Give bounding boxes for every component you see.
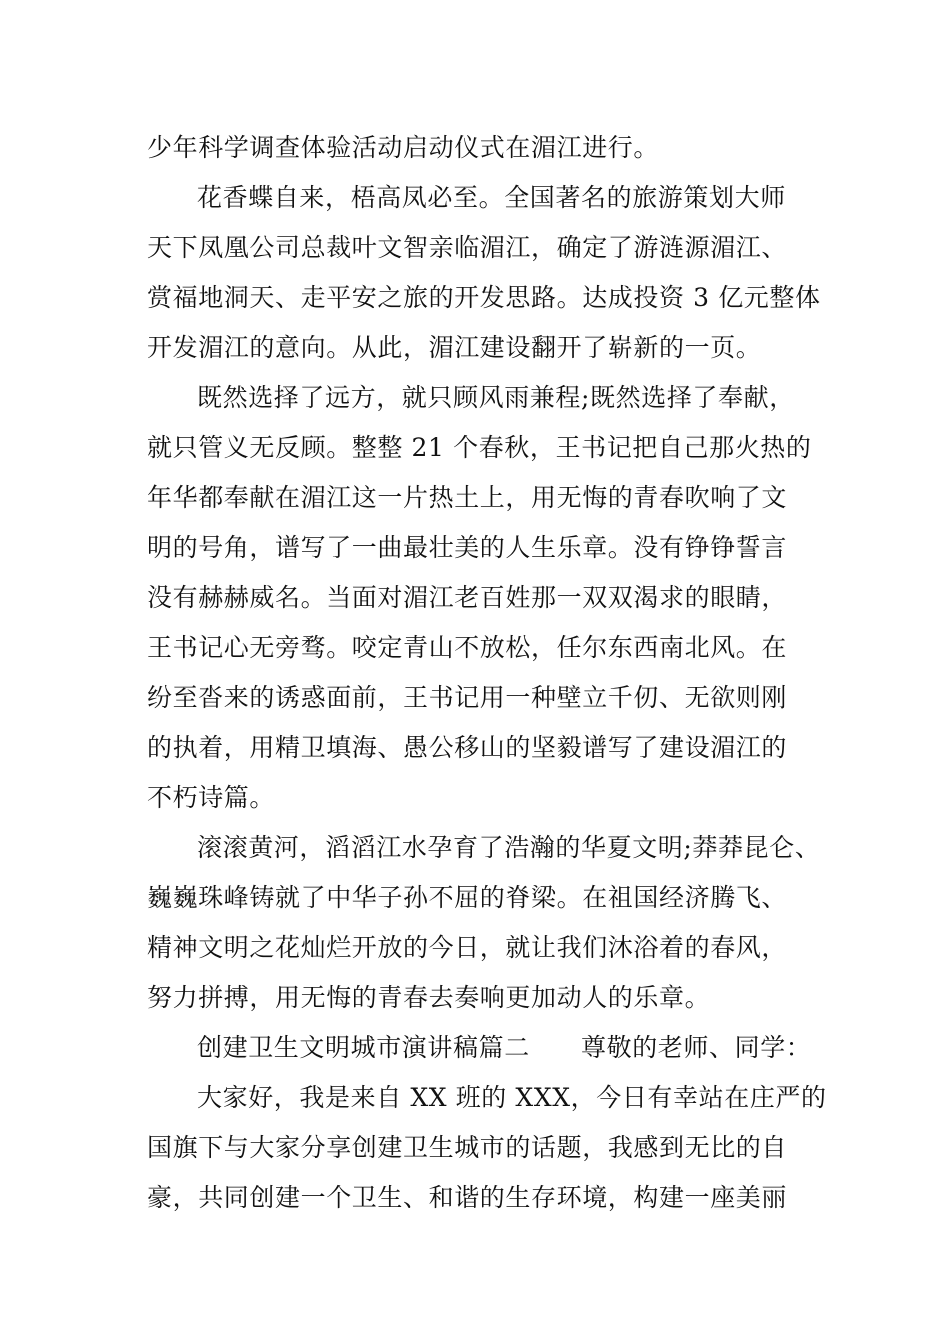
paragraph-start-line: 既然选择了远方，就只顾风雨兼程;既然选择了奉献，	[197, 383, 795, 412]
text-line: 赏福地洞天、走平安之旅的开发思路。达成投资 3 亿元整体	[147, 283, 821, 312]
text-line: 就只管义无反顾。整整 21 个春秋，王书记把自己那火热的	[147, 433, 812, 462]
paragraph-start-line: 花香蝶自来，梧高凤必至。全国著名的旅游策划大师	[197, 183, 786, 212]
text-line: 努力拼搏，用无悔的青春去奏响更加动人的乐章。	[147, 983, 711, 1012]
text-line: 纷至沓来的诱惑面前，王书记用一种壁立千仞、无欲则刚	[147, 683, 788, 712]
section-heading-line: 创建卫生文明城市演讲稿篇二 尊敬的老师、同学：	[197, 1033, 812, 1062]
text-line: 豪，共同创建一个卫生、和谐的生存环境，构建一座美丽	[147, 1183, 788, 1212]
text-line: 国旗下与大家分享创建卫生城市的话题，我感到无比的自	[147, 1133, 788, 1162]
text-line: 没有赫赫威名。当面对湄江老百姓那一双双渴求的眼睛，	[147, 583, 788, 612]
text-line: 精神文明之花灿烂开放的今日，就让我们沐浴着的春风，	[147, 933, 788, 962]
text-line: 年华都奉献在湄江这一片热土上，用无悔的青春吹响了文	[147, 483, 788, 512]
text-line: 不朽诗篇。	[147, 783, 276, 812]
text-line: 开发湄江的意向。从此，湄江建设翻开了崭新的一页。	[147, 333, 762, 362]
text-line: 巍巍珠峰铸就了中华子孙不屈的脊梁。在祖国经济腾飞、	[147, 883, 788, 912]
text-line: 天下凤凰公司总裁叶文智亲临湄江，确定了游涟源湄江、	[147, 233, 788, 262]
text-line: 明的号角，谱写了一曲最壮美的人生乐章。没有铮铮誓言	[147, 533, 788, 562]
text-line: 的执着，用精卫填海、愚公移山的坚毅谱写了建设湄江的	[147, 733, 788, 762]
paragraph-start-line: 滚滚黄河，滔滔江水孕育了浩瀚的华夏文明;莽莽昆仑、	[197, 833, 821, 862]
text-line: 少年科学调查体验活动启动仪式在湄江进行。	[147, 133, 660, 162]
text-line: 王书记心无旁骛。咬定青山不放松，任尔东西南北风。在	[147, 633, 788, 662]
paragraph-start-line: 大家好，我是来自 XX 班的 XXX，今日有幸站在庄严的	[197, 1083, 827, 1112]
